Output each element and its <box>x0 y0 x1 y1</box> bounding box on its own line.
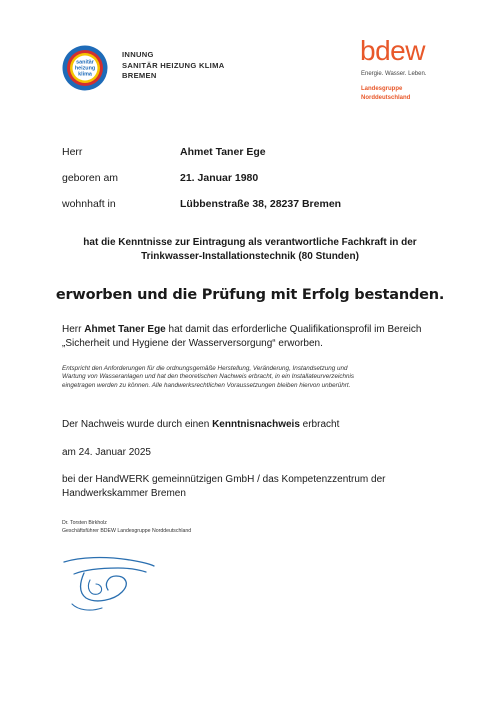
innung-line-2: SANITÄR HEIZUNG KLIMA <box>122 60 225 70</box>
logo-line-2: heizung <box>74 65 96 72</box>
requirements-note <box>62 365 462 390</box>
profile-name: Ahmet Taner Ege <box>84 324 166 335</box>
bdew-group <box>361 85 410 102</box>
signatory-title: Geschäftsführer BDEW Landesgruppe Norddeutschland <box>62 527 192 534</box>
knowledge-line-2: Trinkwasser-Installationstechnik (80 Stunden) <box>141 251 359 262</box>
knowledge-statement <box>0 236 500 264</box>
signatory-name: Dr. Torsten Birkholz <box>62 520 107 526</box>
proof-bold: Kenntnisnachweis <box>212 419 300 430</box>
profile-paragraph <box>62 323 452 351</box>
proof-statement <box>62 418 452 432</box>
label-salutation: Herr <box>62 146 83 158</box>
bdew-group-line-1: Landesgruppe <box>361 86 403 92</box>
innung-name <box>122 50 224 82</box>
label-residence: wohnhaft in <box>62 198 116 210</box>
logo-line-3: klima <box>78 71 92 78</box>
note-line-2: Wartung von Wasseranlagen und hat den theoretischen Nachweis erbracht, in ein Installateurverzeichnis <box>62 373 355 381</box>
handwritten-signature-icon <box>60 548 160 616</box>
knowledge-line-1: hat die Kenntnisse zur Eintragung als verantwortliche Fachkraft in der <box>83 237 417 248</box>
passed-statement: erworben und die Prüfung mit Erfolg bestanden. <box>55 287 445 303</box>
profile-prefix: Herr <box>62 324 85 335</box>
bdew-logo: bdew <box>360 35 425 66</box>
proof-suffix: erbracht <box>299 419 340 430</box>
note-line-3: eingetragen werden zu können. Alle handwerksrechtlichen Voraussetzungen bleiben hiervon unberührt. <box>62 381 351 389</box>
innung-line-1: INNUNG <box>122 50 154 59</box>
logo-line-1: sanitär <box>76 59 94 66</box>
bdew-group-line-2: Norddeutschland <box>361 94 411 101</box>
innung-logo-icon <box>62 45 108 91</box>
note-line-1: Entspricht den Anforderungen für die ordnungsgemäße Herstellung, Veränderung, Instandsetzung und <box>62 365 348 372</box>
value-residence: Lübbenstraße 38, 28237 Bremen <box>180 198 342 210</box>
exam-date: am 24. Januar 2025 <box>62 447 151 458</box>
innung-line-3: BREMEN <box>122 71 157 80</box>
provider-statement: bei der HandWERK gemeinnützigen GmbH / das Kompetenzzentrum der Handwerkskammer Bremen <box>62 474 386 499</box>
proof-prefix: Der Nachweis wurde durch einen <box>62 419 213 430</box>
bdew-tagline: Energie. Wasser. Leben. <box>361 71 427 77</box>
value-name: Ahmet Taner Ege <box>180 146 266 158</box>
signatory-block <box>62 520 191 535</box>
label-birthdate: geboren am <box>62 172 119 184</box>
value-birthdate: 21. Januar 1980 <box>180 172 259 184</box>
profile-suffix: hat damit das erforderliche Qualifikationsprofil im Bereich „Sicherheit und Hygiene der Wasserversorgung“ erworben. <box>62 324 422 349</box>
